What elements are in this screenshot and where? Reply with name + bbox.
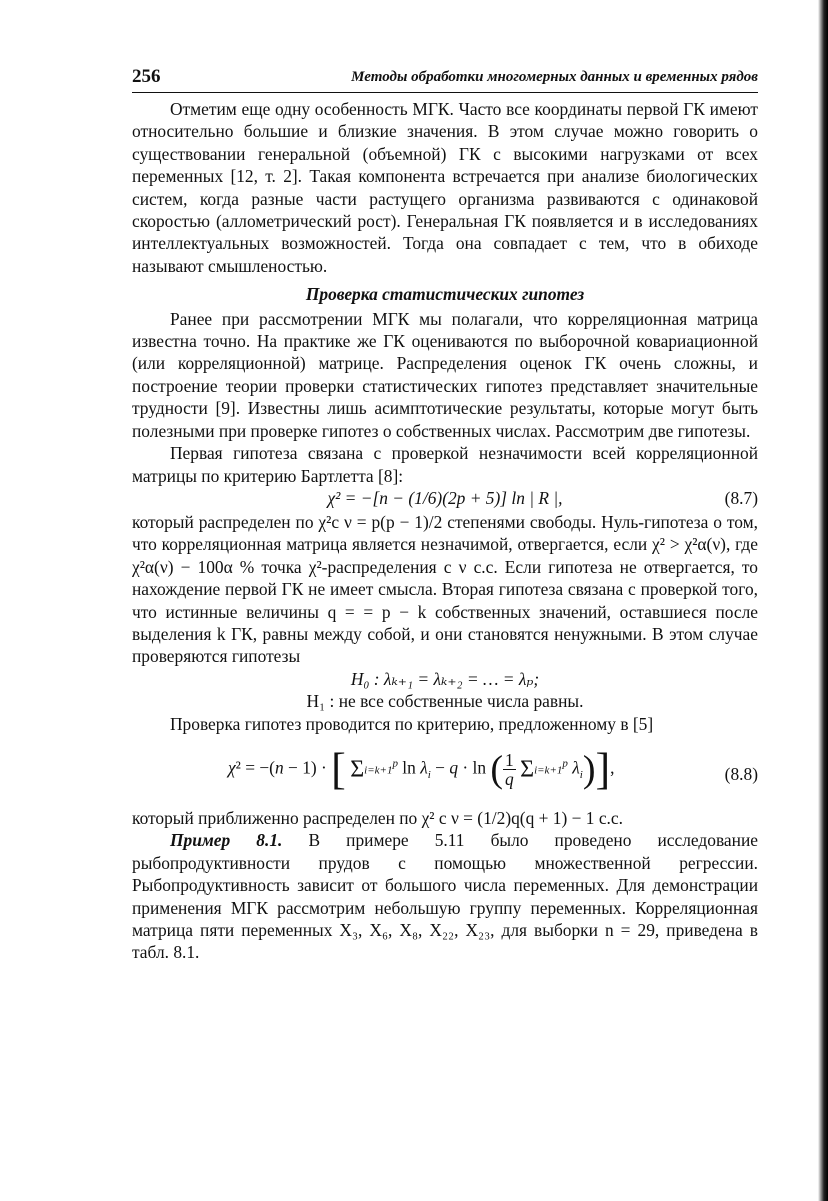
paragraph-approx-distribution: который приближенно распределен по χ² с ν = (1/2)q(q + 1) − 1 с.с.	[132, 807, 623, 828]
paragraph-hypotheses-intro: Ранее при рассмотрении МГК мы полагали, что корреляционная матрица известна точно. На практике же ГК оцениваются по выборочной ковариационной (или корреляционной) матрице. Распределения оценок ГК очень сложны, и построение теории проверки статистических гипотез представляет значительные трудности [9]. Известны лишь асимптотические результаты, которые могут быть полезными при проверке гипотез о собственных числах. Рассмотрим две гипотезы.	[132, 308, 758, 441]
page-body	[132, 98, 758, 964]
equation-8-7-formula: χ² = −[n − (1/6)(2p + 5)] ln | R |,	[327, 487, 563, 508]
page-number: 256	[132, 66, 161, 87]
running-title: Методы обработки многомерных данных и временных рядов	[351, 69, 758, 85]
paragraph-general-pc: Отметим еще одну особенность МГК. Часто все координаты первой ГК имеют относительно большие и близкие значения. В этом случае можно говорить о существовании генеральной (объемной) ГК с высокими нагрузками от всех переменных [12, т. 2]. Такая компонента встречается при анализе биологических систем, когда разные части растущего организма развиваются с одинаковой скоростью (аллометрический рост). Генеральная ГК появляется и в исследованиях интеллектуальных возможностей. Тогда она совпадает с тем, что в обиходе называют смышленостью.	[132, 99, 758, 276]
equation-8-8-number: (8.8)	[724, 763, 758, 784]
page-edge-shadow	[818, 0, 828, 1201]
example-label: Пример 8.1.	[170, 830, 283, 851]
equation-8-7-number: (8.7)	[724, 487, 758, 508]
running-header	[132, 66, 758, 93]
section-heading: Проверка статистических гипотез	[305, 284, 585, 305]
paragraph-second-test: Проверка гипотез проводится по критерию, предложенному в [5]	[170, 713, 654, 734]
paragraph-bartlett-discussion: который распределен по χ²с ν = p(p − 1)/2 степенями свободы. Нуль-гипотеза о том, что корреляционная матрица является незначимой, отвергается, если χ² > χ²α(ν), где χ²α(ν) − 100α % точка χ²-распределения с ν с.с. Если гипотеза не отвергается, то нахождение первой ГК не имеет смысла. Вторая гипотеза связана с проверкой того, что истинные величины q = = p − k собственных значений, оставшиеся после выделения k ГК, равны между собой, и они становятся ненужными. В этом случае проверяются гипотезы	[132, 511, 758, 667]
equation-8-8-formula: χ² = −(n − 1) · [ $\Sigma i=k+1^p$ $\ln \lambda_i - q \cdot \ln$ ( $\frac{1}{q}$ $\Sigma i=k+1^p$ $\lambda_i$)],	[228, 744, 615, 794]
hypothesis-h0: H₀ : λₖ₊₁ = λₖ₊₂ = … = λₚ;	[350, 668, 540, 689]
hypothesis-h1: H₁ : не все собственные числа равны.	[306, 691, 584, 712]
equation-8-8	[132, 741, 758, 803]
paragraph-example	[132, 829, 758, 963]
equation-8-7	[132, 487, 758, 511]
paragraph-first-hypothesis: Первая гипотеза связана с проверкой незначимости всей корреляционной матрицы по критерию Бартлетта [8]:	[132, 443, 758, 486]
example-text: В примере 5.11 было проведено исследование рыбопродуктивности прудов с помощью множественной регрессии. Рыбопродуктивность зависит от большого числа переменных. Для демонстрации применения МГК рассмотрим небольшую группу переменных. Корреляционная матрица пяти переменных X₃, X₆, X₈, X₂₂, X₂₃, для выборки n = 29, приведена в табл. 8.1.	[132, 830, 758, 963]
